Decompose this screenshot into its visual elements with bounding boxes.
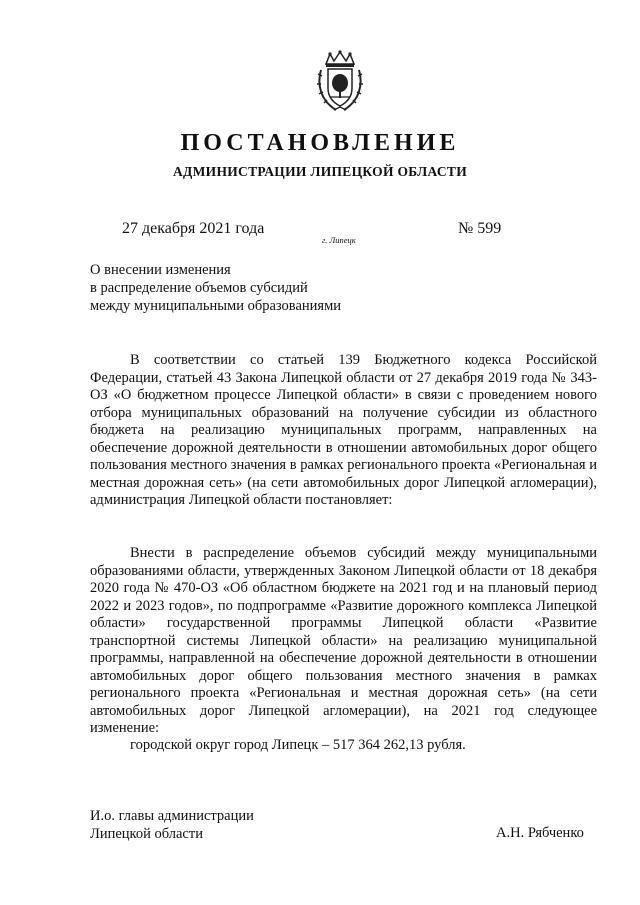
coat-of-arms-icon <box>316 50 364 114</box>
signatory-position <box>90 808 254 843</box>
document-date: 27 декабря 2021 года <box>122 220 265 237</box>
subject-line: О внесении изменения <box>90 262 231 278</box>
document-number: № 599 <box>458 220 502 237</box>
signatory-name: А.Н. Рябченко <box>496 825 584 841</box>
subject-line: между муниципальными образованиями <box>90 298 342 314</box>
document-subject <box>90 261 341 315</box>
body-paragraph-decision: Внести в распределение объемов субсидий между муниципальными образованиями области, утвержденных Законом Липецкой области от 18 декабря 2020 года № 470-ОЗ «Об областном бюджете на 2021 год и на плановый период 2022 и 2023 годов», по подпрограмме «Развитие дорожного комплекса Липецкой области» государственной программы Липецкой области «Развитие транспортной системы Липецкой области» на реализацию муниципальной программы, направленной на обеспечение дорожной деятельности в отношении автомобильных дорог общего пользования местного значения в рамках регионального проекта «Региональная и местная дорожная сеть» (на сети автомобильных дорог Липецкой агломерации), на 2021 год следующее изменение: <box>90 545 597 736</box>
document-city: г. Липецк <box>322 235 356 245</box>
document-title: ПОСТАНОВЛЕНИЕ <box>180 130 460 156</box>
document-subtitle: АДМИНИСТРАЦИИ ЛИПЕЦКОЙ ОБЛАСТИ <box>172 164 468 179</box>
body-paragraph-preamble: В соответствии со статьей 139 Бюджетного кодекса Российской Федерации, статьей 43 Закона Липецкой области от 27 декабря 2019 года № 343-ОЗ «О бюджетном процессе Липецкой области» в связи с проведением нового отбора муниципальных образований на получение субсидии из областного бюджета на реализацию муниципальных программ, направленных на обеспечение дорожной деятельности в отношении автомобильных дорог общего пользования местного значения в рамках регионального проекта «Региональная и местная дорожная сеть» (на сети автомобильных дорог Липецкой агломерации), администрация Липецкой области постановляет: <box>90 352 597 508</box>
body-paragraph-amount: городской округ город Липецк – 517 364 262,13 рубля. <box>130 737 466 753</box>
subject-line: в распределение объемов субсидий <box>90 280 308 296</box>
signatory-position-line: Липецкой области <box>90 825 203 842</box>
signatory-position-line: И.о. главы администрации <box>90 808 254 824</box>
